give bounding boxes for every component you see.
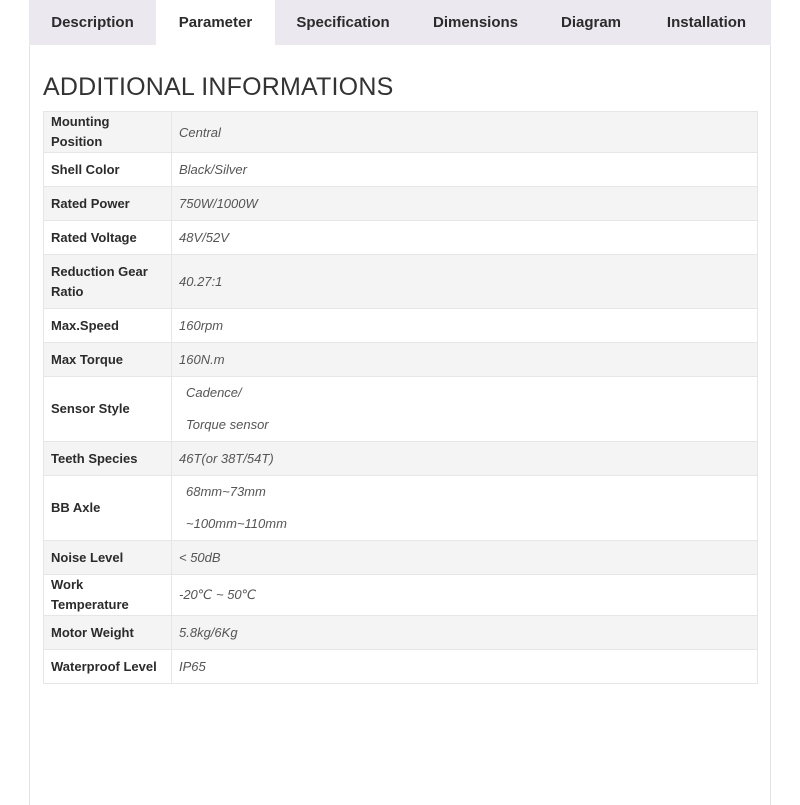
spec-value: Black/Silver — [172, 153, 758, 187]
tab-parameter[interactable]: Parameter — [156, 0, 275, 45]
spec-label: Sensor Style — [44, 377, 172, 442]
spec-label: Teeth Species — [44, 442, 172, 476]
spec-table — [43, 111, 758, 684]
spec-value: < 50dB — [172, 541, 758, 575]
table-row — [44, 476, 758, 541]
table-row — [44, 343, 758, 377]
spec-value: 46T(or 38T/54T) — [172, 442, 758, 476]
spec-value-line: Cadence/ — [186, 385, 242, 400]
spec-value: 5.8kg/6Kg — [172, 616, 758, 650]
spec-label: Rated Power — [44, 187, 172, 221]
table-row — [44, 187, 758, 221]
spec-value: 160rpm — [172, 309, 758, 343]
tab-dimensions[interactable]: Dimensions — [432, 14, 519, 31]
spec-label: Mounting Position — [44, 112, 172, 153]
table-row — [44, 255, 758, 309]
spec-value: Central — [172, 112, 758, 153]
tab-bar — [29, 0, 771, 45]
table-row — [44, 442, 758, 476]
spec-label: Work Temperature — [44, 575, 172, 616]
table-row — [44, 377, 758, 442]
table-row — [44, 112, 758, 153]
tab-description[interactable]: Description — [51, 14, 134, 31]
spec-label: Waterproof Level — [44, 650, 172, 684]
spec-value — [172, 377, 758, 442]
table-row — [44, 541, 758, 575]
spec-value: 750W/1000W — [172, 187, 758, 221]
section-heading: ADDITIONAL INFORMATIONS — [43, 73, 394, 101]
tab-installation[interactable]: Installation — [666, 14, 747, 31]
spec-value: 40.27:1 — [172, 255, 758, 309]
tab-specification[interactable]: Specification — [296, 14, 390, 31]
table-row — [44, 309, 758, 343]
spec-label: Reduction Gear Ratio — [44, 255, 172, 309]
spec-value: -20℃ ~ 50℃ — [172, 575, 758, 616]
spec-label: Noise Level — [44, 541, 172, 575]
spec-label: BB Axle — [44, 476, 172, 541]
spec-value: IP65 — [172, 650, 758, 684]
spec-value — [172, 476, 758, 541]
spec-value-line: 68mm~73mm — [186, 484, 266, 499]
spec-label: Max Torque — [44, 343, 172, 377]
spec-label: Motor Weight — [44, 616, 172, 650]
spec-label: Max.Speed — [44, 309, 172, 343]
spec-value-line: ~100mm~110mm — [186, 516, 287, 531]
table-row — [44, 221, 758, 255]
spec-label: Rated Voltage — [44, 221, 172, 255]
table-row — [44, 650, 758, 684]
table-row — [44, 575, 758, 616]
table-row — [44, 616, 758, 650]
table-row — [44, 153, 758, 187]
tab-diagram[interactable]: Diagram — [560, 14, 622, 31]
spec-value-line: Torque sensor — [186, 417, 269, 432]
spec-label: Shell Color — [44, 153, 172, 187]
spec-value: 48V/52V — [172, 221, 758, 255]
spec-value: 160N.m — [172, 343, 758, 377]
